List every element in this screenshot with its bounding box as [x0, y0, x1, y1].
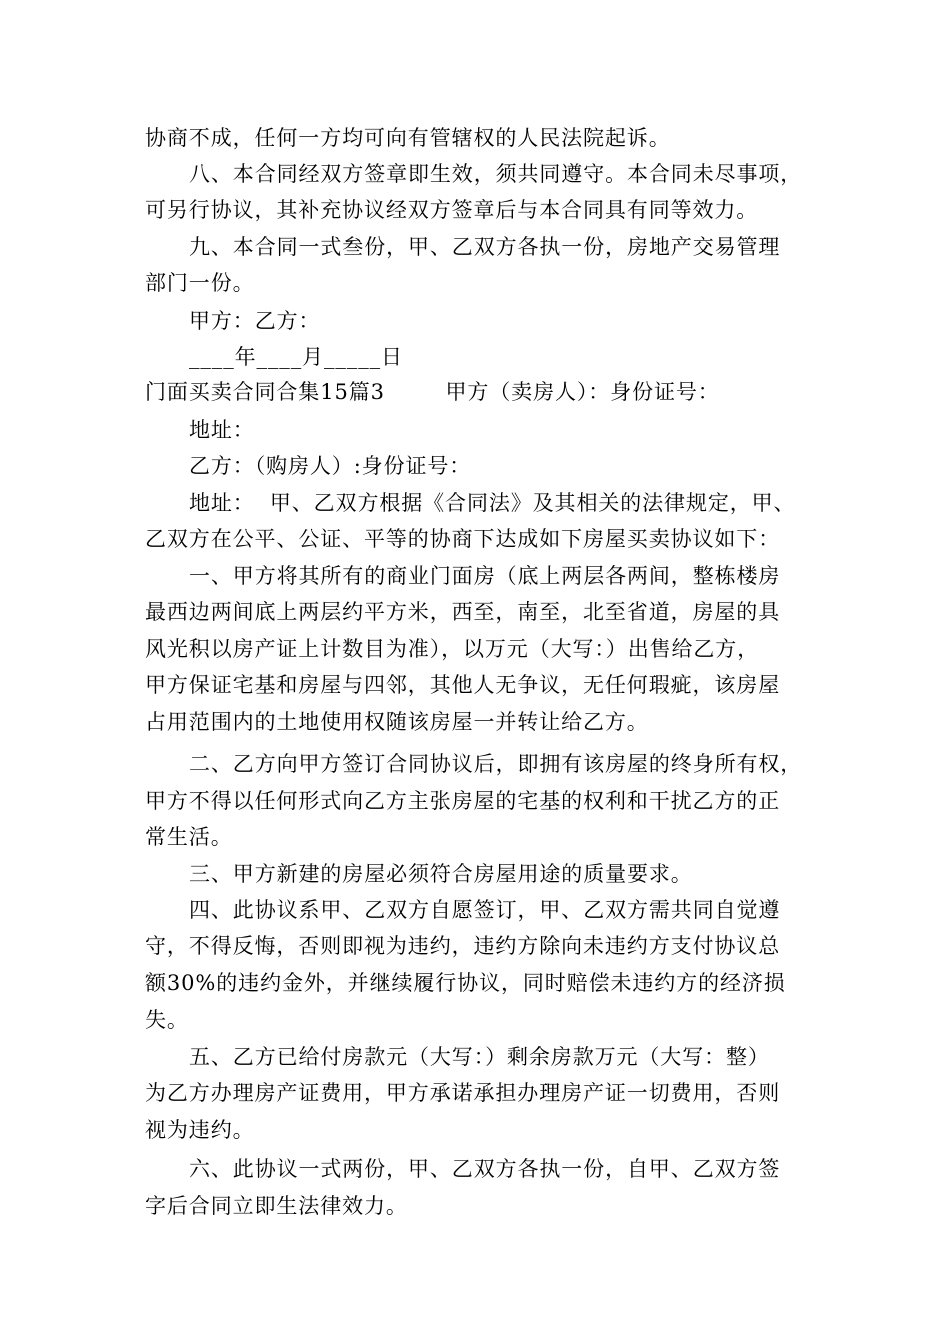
text-line: 三、甲方新建的房屋必须符合房屋用途的质量要求。 [189, 862, 693, 886]
text-line: 甲方保证宅基和房屋与四邻，其他人无争议，无任何瑕疵，该房屋 [145, 673, 781, 697]
text-line: 甲方：乙方： [189, 309, 321, 333]
text-line: 协商不成，任何一方均可向有管辖权的人民法院起诉。 [145, 126, 671, 150]
text-line: 六、此协议一式两份，甲、乙双方各执一份，自甲、乙双方签 [189, 1157, 781, 1181]
text-line: 五、乙方已给付房款元（大写：）剩余房款万元（大写：整） [189, 1045, 770, 1069]
text-line: 地址： 甲、乙双方根据《合同法》及其相关的法律规定，甲、 [189, 491, 796, 515]
text-line: 最西边两间底上两层约平方米，西至，南至，北至省道，房屋的具 [145, 600, 781, 624]
text-line: 甲方不得以任何形式向乙方主张房屋的宅基的权利和干扰乙方的正 [145, 789, 781, 813]
text-line: 地址： [189, 418, 255, 442]
text-line: 为乙方办理房产证费用，甲方承诺承担办理房产证一切费用，否则 [145, 1081, 781, 1105]
text-line: 九、本合同一式叁份，甲、乙双方各执一份，房地产交易管理 [189, 235, 781, 259]
text-line: 可另行协议，其补充协议经双方签章后与本合同具有同等效力。 [145, 198, 759, 222]
text-line: 占用范围内的土地使用权随该房屋一并转让给乙方。 [145, 710, 649, 734]
text-line: 失。 [145, 1008, 189, 1032]
text-line: 额30%的违约金外，并继续履行协议，同时赔偿未违约方的经济损 [145, 971, 786, 995]
text-line: 乙双方在公平、公证、平等的协商下达成如下房屋买卖协议如下： [145, 527, 781, 551]
text-line: 八、本合同经双方签章即生效，须共同遵守。本合同未尽事项， [189, 162, 803, 186]
text-line: ____年____月_____日 [189, 345, 403, 369]
text-line: 守，不得反悔，否则即视为违约，违约方除向未违约方支付协议总 [145, 934, 781, 958]
text-line: 乙方：（购房人）:身份证号： [189, 454, 472, 478]
text-line: 四、此协议系甲、乙双方自愿签订，甲、乙双方需共同自觉遵 [189, 898, 781, 922]
text-line: 二、乙方向甲方签订合同协议后，即拥有该房屋的终身所有权， [189, 752, 803, 776]
text-line: 常生活。 [145, 825, 233, 849]
text-line: 视为违约。 [145, 1118, 255, 1142]
text-line: 部门一份。 [145, 271, 255, 295]
text-line: 门面买卖合同合集15篇3 甲方（卖房人）：身份证号： [145, 380, 720, 404]
text-line: 风光积以房产证上计数目为准），以万元（大写：）出售给乙方， [145, 637, 760, 661]
text-line: 字后合同立即生法律效力。 [145, 1194, 408, 1218]
text-line: 一、甲方将其所有的商业门面房（底上两层各两间，整栋楼房 [189, 564, 781, 588]
